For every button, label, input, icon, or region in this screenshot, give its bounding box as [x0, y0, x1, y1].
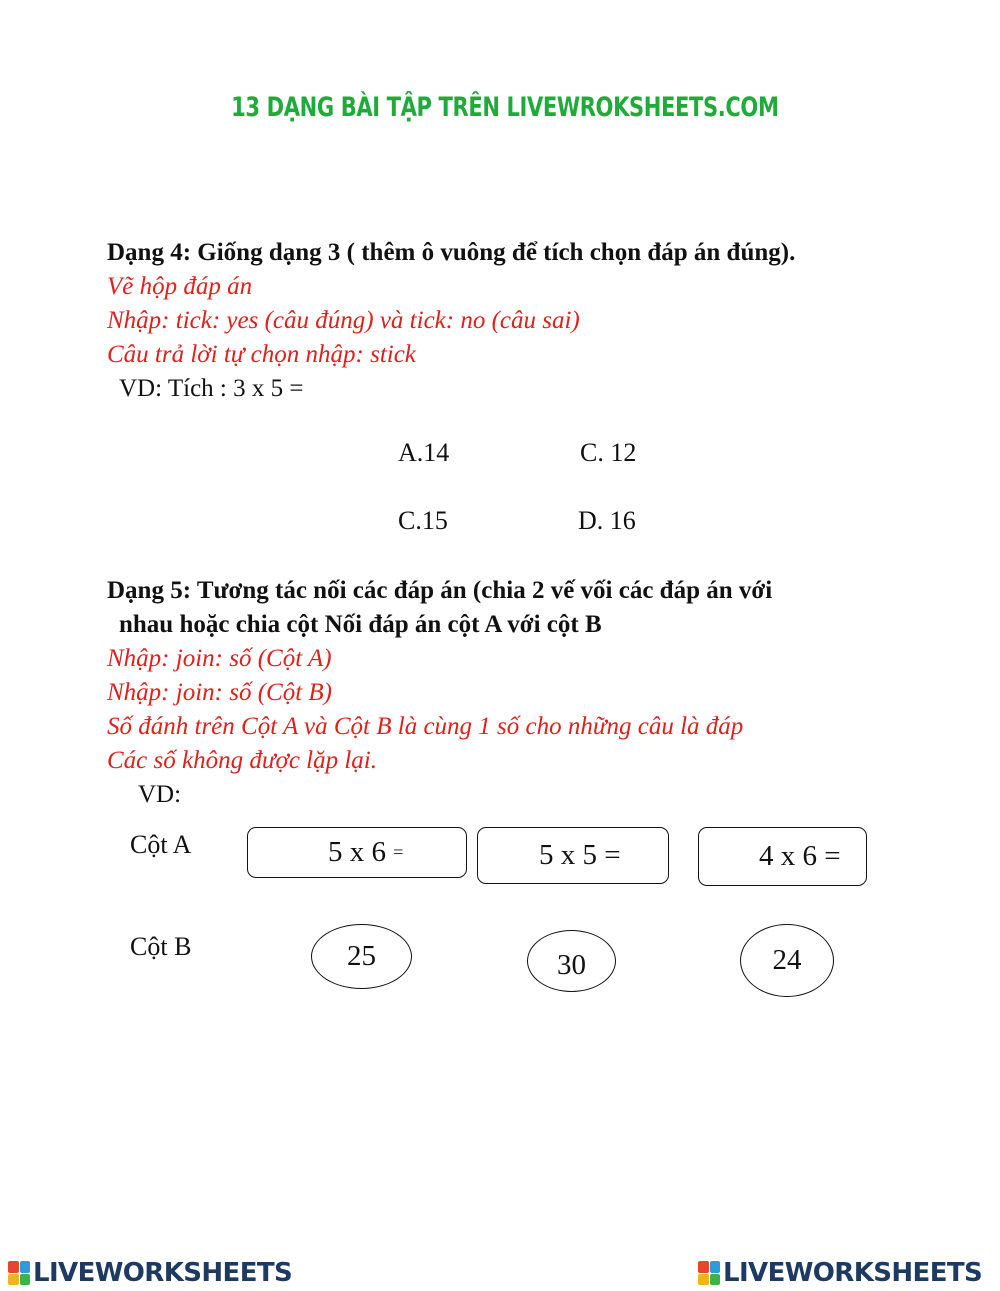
section-5-note: Nhập: join: số (Cột A) [107, 645, 332, 672]
column-a-label: Cột A [130, 830, 192, 859]
column-b-value: 30 [557, 948, 586, 981]
liveworksheets-logo [8, 1258, 292, 1288]
column-a-box[interactable] [698, 827, 867, 886]
answer-option[interactable]: D. 16 [578, 506, 636, 535]
equals-sign: = [393, 842, 404, 862]
section-5-heading: Dạng 5: Tương tác nối các đáp án (chia 2 vế vối các đáp án với [107, 577, 773, 604]
answer-option[interactable]: A.14 [398, 438, 450, 467]
column-a-box[interactable] [477, 827, 669, 884]
logo-square [698, 1261, 709, 1273]
column-b-oval[interactable] [311, 924, 412, 989]
column-b-label: Cột B [130, 932, 192, 961]
column-b-value: 24 [772, 944, 802, 976]
answer-option[interactable]: C.15 [398, 506, 448, 535]
logo-square [8, 1261, 19, 1273]
column-b-value: 25 [347, 940, 376, 972]
logo-squares-icon [698, 1261, 720, 1285]
section-4-heading: Dạng 4: Giống dạng 3 ( thêm ô vuông để tích chọn đáp án đúng). [107, 239, 796, 266]
logo-squares-icon [8, 1261, 30, 1285]
section-5-note: Nhập: join: số (Cột B) [107, 679, 332, 706]
liveworksheets-logo [698, 1258, 982, 1288]
section-4-example: VD: Tích : 3 x 5 = [119, 375, 304, 402]
answer-option[interactable]: C. 12 [580, 438, 637, 467]
section-5-note: Số đánh trên Cột A và Cột B là cùng 1 số cho những câu là đáp [107, 713, 744, 740]
column-a-expression: 5 x 5 = [539, 839, 621, 871]
logo-square [20, 1261, 31, 1273]
section-4-note: Câu trả lời tự chọn nhập: stick [107, 341, 416, 368]
logo-square [710, 1274, 721, 1286]
section-5-note: Các số không được lặp lại. [107, 747, 378, 774]
logo-text: LIVEWORKSHEETS [33, 1258, 293, 1288]
section-4-note: Vẽ hộp đáp án [107, 273, 253, 300]
logo-square [8, 1274, 19, 1286]
page-title: 13 DẠNG BÀI TẬP TRÊN LIVEWROKSHEETS.COM [231, 92, 779, 123]
column-a-expression: 5 x 6 [328, 836, 386, 868]
column-a-expression: 4 x 6 = [759, 840, 841, 872]
column-a-box[interactable] [247, 827, 467, 878]
logo-square [698, 1274, 709, 1286]
section-5-heading-cont: nhau hoặc chia cột Nối đáp án cột A với cột B [119, 611, 602, 638]
section-5-example: VD: [138, 781, 182, 808]
logo-square [710, 1261, 721, 1273]
section-4-note: Nhập: tick: yes (câu đúng) và tick: no (câu sai) [107, 307, 580, 334]
logo-text: LIVEWORKSHEETS [723, 1258, 983, 1288]
column-b-oval[interactable] [527, 930, 616, 992]
column-b-oval[interactable] [740, 924, 834, 997]
logo-square [20, 1274, 31, 1286]
